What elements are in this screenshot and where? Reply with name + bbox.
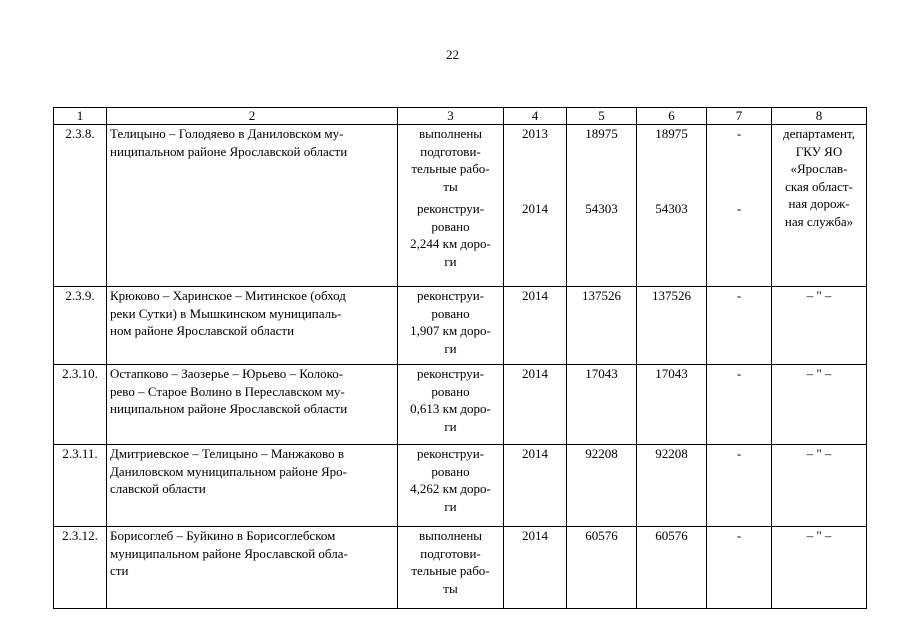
table-row bbox=[54, 287, 867, 365]
route-line: ниципальном районе Ярославской области bbox=[110, 143, 348, 159]
year-value: 2014 bbox=[522, 200, 548, 216]
route-cell bbox=[107, 445, 398, 527]
executor-cell: – " – bbox=[772, 365, 867, 445]
executor-line: «Ярослав- bbox=[790, 161, 848, 176]
regional-cell: 137526 bbox=[637, 287, 707, 365]
header-col-5: 5 bbox=[567, 108, 637, 125]
executor-line: ная дорож- bbox=[788, 196, 850, 211]
header-row bbox=[54, 108, 867, 125]
header-col-3: 3 bbox=[398, 108, 504, 125]
executor-line: ГКУ ЯО bbox=[795, 143, 843, 159]
route-line: Крюково – Харинское – Митинское (обход bbox=[110, 288, 346, 303]
total-cell: 60576 bbox=[567, 527, 637, 609]
year-value: 2013 bbox=[522, 126, 548, 141]
regional-cell bbox=[637, 125, 707, 287]
work-line: 4,262 км доро- bbox=[410, 481, 491, 496]
route-line: рево – Старое Волино в Переславском му- bbox=[110, 383, 345, 399]
route-line: Даниловском муниципальном районе Яро- bbox=[110, 463, 347, 479]
work-line: тельные рабо- bbox=[411, 161, 490, 176]
row-number: 2.3.12. bbox=[54, 527, 107, 609]
table-row bbox=[54, 125, 867, 287]
header-col-8: 8 bbox=[772, 108, 867, 125]
work-line: 1,907 км доро- bbox=[410, 323, 491, 338]
route-cell bbox=[107, 287, 398, 365]
year-cell: 2014 bbox=[504, 287, 567, 365]
work-line: ги bbox=[444, 340, 457, 356]
work-line: ровано bbox=[431, 305, 470, 321]
executor-line: департамент, bbox=[783, 126, 855, 141]
total-value: 54303 bbox=[585, 200, 618, 216]
other-cell: - bbox=[707, 287, 772, 365]
route-line: Дмитриевское – Телицыно – Манжаково в bbox=[110, 446, 344, 461]
spacer bbox=[570, 143, 633, 200]
other-cell: - bbox=[707, 527, 772, 609]
work-cell bbox=[398, 527, 504, 609]
year-cell: 2014 bbox=[504, 365, 567, 445]
regional-cell: 17043 bbox=[637, 365, 707, 445]
work-line: ги bbox=[444, 253, 457, 269]
other-cell bbox=[707, 125, 772, 287]
regional-cell: 92208 bbox=[637, 445, 707, 527]
work-entry bbox=[401, 200, 500, 270]
row-number: 2.3.8. bbox=[54, 125, 107, 287]
year-cell bbox=[504, 125, 567, 287]
work-line: ги bbox=[444, 418, 457, 434]
spacer bbox=[507, 143, 563, 200]
header-col-6: 6 bbox=[637, 108, 707, 125]
total-cell: 17043 bbox=[567, 365, 637, 445]
data-table bbox=[53, 107, 867, 609]
row-number: 2.3.10. bbox=[54, 365, 107, 445]
route-cell bbox=[107, 365, 398, 445]
route-line: славской области bbox=[110, 481, 206, 496]
year-cell: 2014 bbox=[504, 445, 567, 527]
work-line: 0,613 км доро- bbox=[410, 401, 491, 416]
total-value: 18975 bbox=[585, 126, 618, 141]
route-line: Борисоглеб – Буйкино в Борисоглебском bbox=[110, 528, 336, 543]
route-line: ном районе Ярославской области bbox=[110, 323, 295, 338]
page-number: 22 bbox=[446, 47, 459, 62]
work-entry bbox=[401, 125, 500, 195]
work-cell bbox=[398, 445, 504, 527]
total-cell: 92208 bbox=[567, 445, 637, 527]
other-value: - bbox=[736, 200, 742, 216]
regional-value: 18975 bbox=[655, 126, 688, 141]
work-line: ровано bbox=[431, 463, 470, 479]
work-line: ровано bbox=[431, 383, 470, 399]
route-line: Остапково – Заозерье – Юрьево – Колоко- bbox=[110, 366, 344, 381]
other-cell: - bbox=[707, 365, 772, 445]
route-line: муниципальном районе Ярославской обла- bbox=[110, 545, 348, 561]
executor-line: ная служба» bbox=[784, 213, 854, 229]
executor-cell: – " – bbox=[772, 445, 867, 527]
total-cell bbox=[567, 125, 637, 287]
executor-cell bbox=[772, 125, 867, 287]
table-row bbox=[54, 445, 867, 527]
other-value: - bbox=[736, 126, 742, 141]
table-row bbox=[54, 527, 867, 609]
row-number: 2.3.11. bbox=[54, 445, 107, 527]
row-number: 2.3.9. bbox=[54, 287, 107, 365]
year-cell: 2014 bbox=[504, 527, 567, 609]
other-cell: - bbox=[707, 445, 772, 527]
route-line: сти bbox=[110, 563, 129, 578]
regional-value: 54303 bbox=[655, 200, 688, 216]
route-line: реки Сутки) в Мышкинском муниципаль- bbox=[110, 305, 342, 321]
header-col-4: 4 bbox=[504, 108, 567, 125]
executor-cell: – " – bbox=[772, 527, 867, 609]
route-line: Телицыно – Голодяево в Даниловском му- bbox=[110, 126, 344, 141]
work-line: реконструи- bbox=[416, 446, 485, 461]
route-line: ниципальном районе Ярославской области bbox=[110, 401, 348, 416]
work-line: реконструи- bbox=[416, 201, 485, 216]
header-col-7: 7 bbox=[707, 108, 772, 125]
total-cell: 137526 bbox=[567, 287, 637, 365]
work-line: реконструи- bbox=[416, 288, 485, 303]
work-line: реконструи- bbox=[416, 366, 485, 381]
header-col-2: 2 bbox=[107, 108, 398, 125]
work-cell bbox=[398, 365, 504, 445]
work-line: тельные рабо- bbox=[411, 563, 490, 578]
executor-line: ская област- bbox=[785, 178, 853, 194]
work-line: подготови- bbox=[420, 545, 481, 561]
work-cell bbox=[398, 125, 504, 287]
work-line: подготови- bbox=[420, 143, 481, 159]
work-line: ты bbox=[443, 178, 458, 194]
work-line: выполнены bbox=[418, 528, 483, 543]
regional-cell: 60576 bbox=[637, 527, 707, 609]
work-line: ровано bbox=[431, 218, 470, 234]
route-cell bbox=[107, 527, 398, 609]
table-row bbox=[54, 365, 867, 445]
spacer bbox=[710, 143, 768, 200]
work-line: 2,244 км доро- bbox=[410, 236, 491, 251]
work-line: ги bbox=[444, 498, 457, 514]
work-cell bbox=[398, 287, 504, 365]
work-line: ты bbox=[443, 580, 458, 596]
executor-cell: – " – bbox=[772, 287, 867, 365]
header-col-1: 1 bbox=[54, 108, 107, 125]
work-line: выполнены bbox=[418, 126, 483, 141]
route-cell bbox=[107, 125, 398, 287]
spacer bbox=[640, 143, 703, 200]
